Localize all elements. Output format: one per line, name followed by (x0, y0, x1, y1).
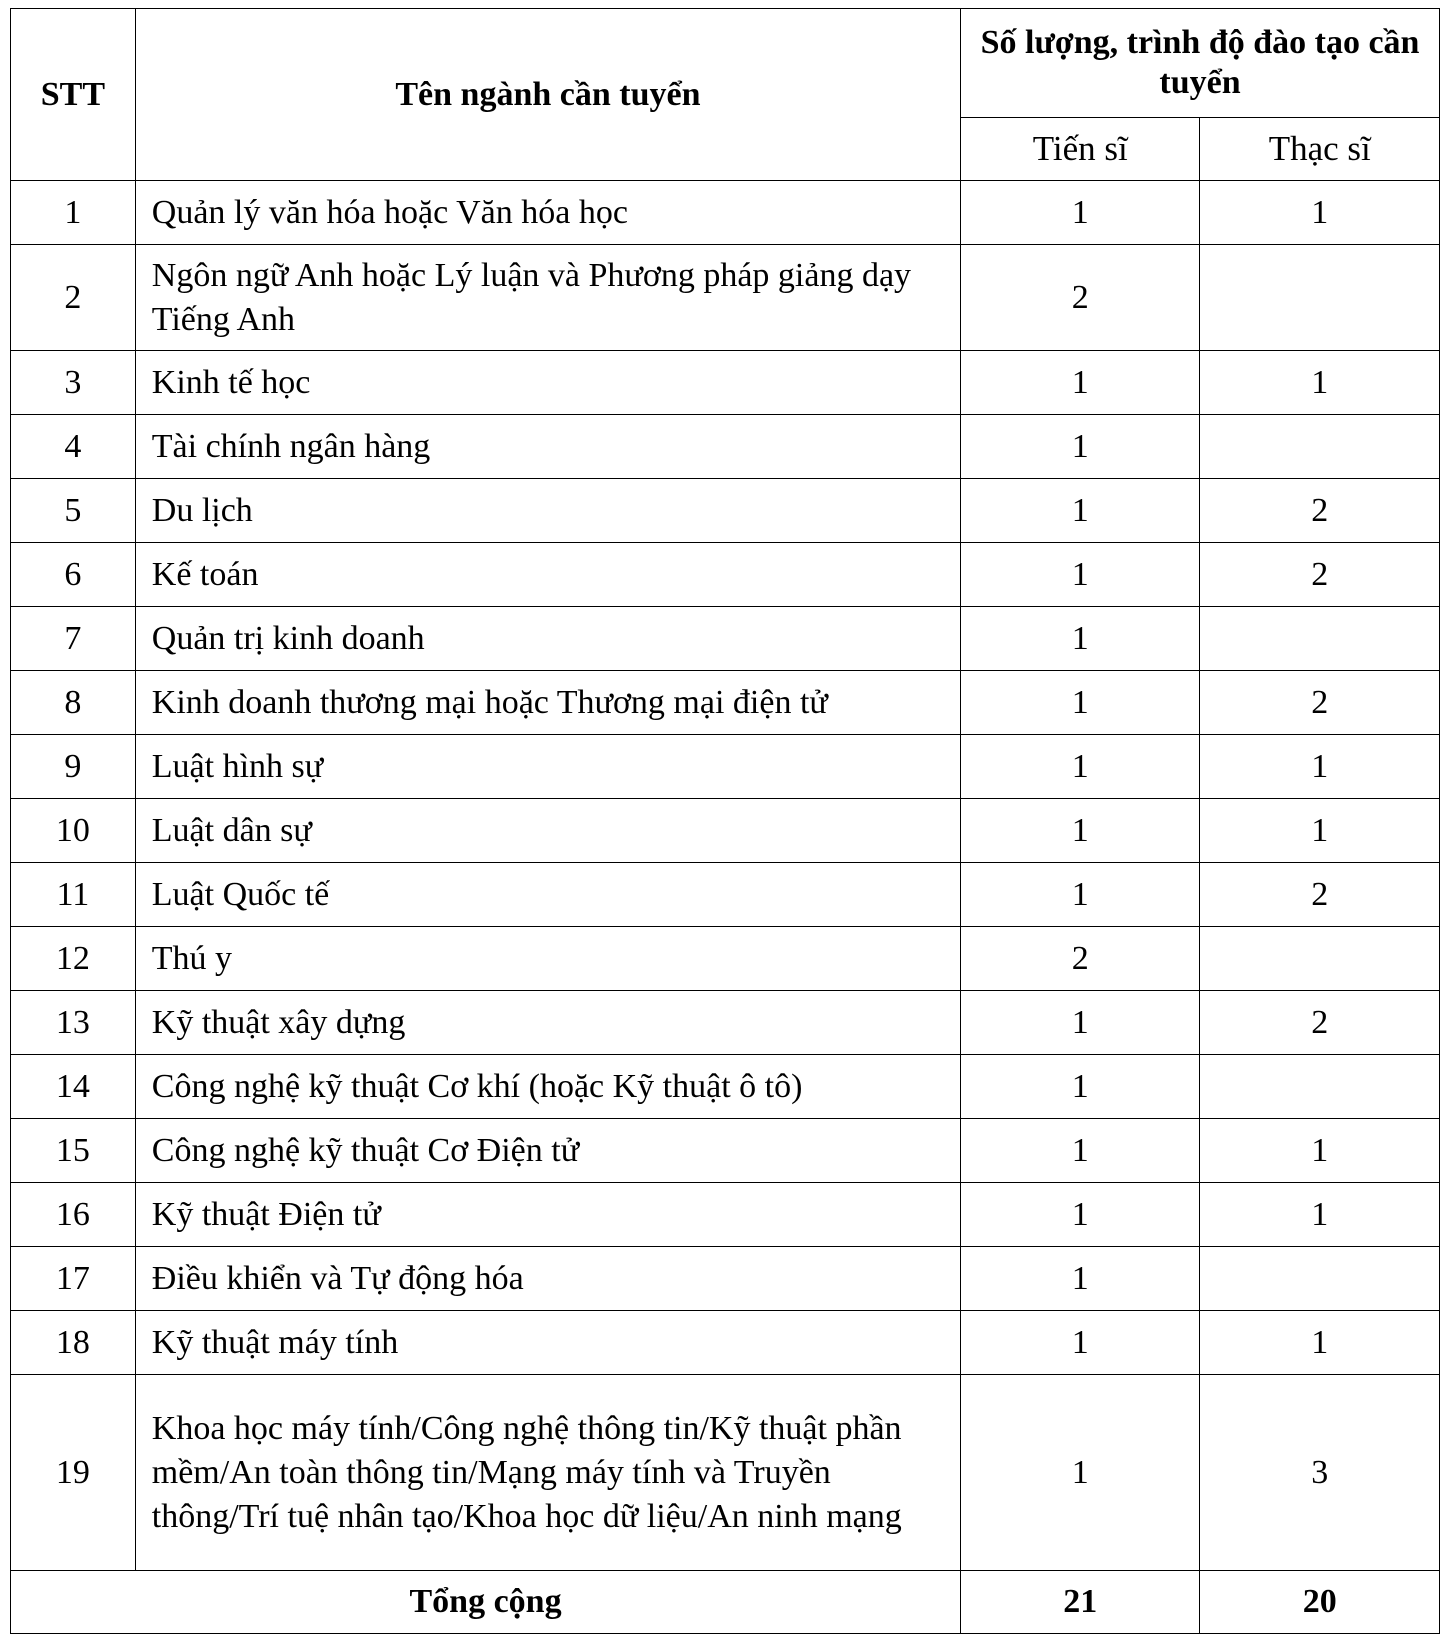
row-stt: 8 (11, 671, 136, 735)
row-phd-count: 1 (961, 1375, 1200, 1571)
row-phd-count: 1 (961, 991, 1200, 1055)
row-stt: 19 (11, 1375, 136, 1571)
row-stt: 16 (11, 1183, 136, 1247)
table-row (11, 863, 1440, 927)
row-master-count (1200, 1055, 1440, 1119)
table-row (11, 991, 1440, 1055)
table-row (11, 1375, 1440, 1571)
row-major-name: Kế toán (135, 543, 960, 607)
row-major-name: Điều khiển và Tự động hóa (135, 1247, 960, 1311)
row-master-count: 1 (1200, 181, 1440, 245)
table-row (11, 1311, 1440, 1375)
table-row (11, 607, 1440, 671)
row-phd-count: 1 (961, 1247, 1200, 1311)
row-major-name: Kỹ thuật máy tính (135, 1311, 960, 1375)
row-stt: 11 (11, 863, 136, 927)
row-phd-count: 1 (961, 479, 1200, 543)
row-master-count: 3 (1200, 1375, 1440, 1571)
master-header: Thạc sĩ (1200, 118, 1440, 181)
row-master-count: 2 (1200, 479, 1440, 543)
row-phd-count: 1 (961, 607, 1200, 671)
table-row (11, 735, 1440, 799)
row-master-count (1200, 1247, 1440, 1311)
row-master-count: 2 (1200, 543, 1440, 607)
row-major-name: Công nghệ kỹ thuật Cơ khí (hoặc Kỹ thuật ô tô) (135, 1055, 960, 1119)
row-major-name: Công nghệ kỹ thuật Cơ Điện tử (135, 1119, 960, 1183)
row-master-count (1200, 607, 1440, 671)
row-master-count: 1 (1200, 735, 1440, 799)
row-master-count: 2 (1200, 991, 1440, 1055)
row-stt: 1 (11, 181, 136, 245)
row-phd-count: 1 (961, 671, 1200, 735)
row-stt: 6 (11, 543, 136, 607)
table-row (11, 1183, 1440, 1247)
table-row (11, 1055, 1440, 1119)
row-master-count: 1 (1200, 1119, 1440, 1183)
row-stt: 18 (11, 1311, 136, 1375)
row-stt: 15 (11, 1119, 136, 1183)
row-stt: 17 (11, 1247, 136, 1311)
row-master-count (1200, 245, 1440, 351)
row-stt: 12 (11, 927, 136, 991)
quantity-group-header: Số lượng, trình độ đào tạo cần tuyển (961, 9, 1440, 118)
row-stt: 7 (11, 607, 136, 671)
stt-header: STT (11, 9, 136, 181)
total-phd-count: 21 (961, 1571, 1200, 1634)
row-stt: 9 (11, 735, 136, 799)
row-major-name: Quản trị kinh doanh (135, 607, 960, 671)
table-row (11, 799, 1440, 863)
row-phd-count: 1 (961, 863, 1200, 927)
row-phd-count: 1 (961, 351, 1200, 415)
row-phd-count: 2 (961, 245, 1200, 351)
row-stt: 14 (11, 1055, 136, 1119)
row-phd-count: 1 (961, 1055, 1200, 1119)
row-major-name: Thú y (135, 927, 960, 991)
row-major-name: Ngôn ngữ Anh hoặc Lý luận và Phương pháp giảng dạy Tiếng Anh (135, 245, 960, 351)
row-phd-count: 1 (961, 543, 1200, 607)
row-stt: 10 (11, 799, 136, 863)
recruitment-table-container (10, 8, 1440, 1634)
total-row (11, 1571, 1440, 1634)
row-major-name: Du lịch (135, 479, 960, 543)
row-master-count: 2 (1200, 671, 1440, 735)
row-phd-count: 1 (961, 735, 1200, 799)
table-row (11, 543, 1440, 607)
phd-header: Tiến sĩ (961, 118, 1200, 181)
row-master-count: 1 (1200, 1183, 1440, 1247)
table-row (11, 927, 1440, 991)
row-major-name: Kỹ thuật Điện tử (135, 1183, 960, 1247)
row-master-count (1200, 415, 1440, 479)
row-phd-count: 1 (961, 415, 1200, 479)
table-row (11, 415, 1440, 479)
row-stt: 3 (11, 351, 136, 415)
row-master-count: 2 (1200, 863, 1440, 927)
row-major-name: Tài chính ngân hàng (135, 415, 960, 479)
row-stt: 13 (11, 991, 136, 1055)
row-phd-count: 2 (961, 927, 1200, 991)
row-major-name: Luật hình sự (135, 735, 960, 799)
recruitment-table (10, 8, 1440, 1634)
row-stt: 2 (11, 245, 136, 351)
total-master-count: 20 (1200, 1571, 1440, 1634)
row-master-count: 1 (1200, 1311, 1440, 1375)
table-row (11, 1119, 1440, 1183)
row-major-name: Khoa học máy tính/Công nghệ thông tin/Kỹ thuật phần mềm/An toàn thông tin/Mạng máy tính và Truyền thông/Trí tuệ nhân tạo/Khoa học dữ liệu/An ninh mạng (135, 1375, 960, 1571)
row-phd-count: 1 (961, 181, 1200, 245)
row-major-name: Luật Quốc tế (135, 863, 960, 927)
total-label: Tổng cộng (11, 1571, 961, 1634)
row-master-count (1200, 927, 1440, 991)
row-phd-count: 1 (961, 799, 1200, 863)
row-major-name: Kỹ thuật xây dựng (135, 991, 960, 1055)
table-row (11, 245, 1440, 351)
row-master-count: 1 (1200, 799, 1440, 863)
row-stt: 4 (11, 415, 136, 479)
major-name-header: Tên ngành cần tuyển (135, 9, 960, 181)
row-major-name: Kinh tế học (135, 351, 960, 415)
row-master-count: 1 (1200, 351, 1440, 415)
table-row (11, 351, 1440, 415)
row-major-name: Quản lý văn hóa hoặc Văn hóa học (135, 181, 960, 245)
row-phd-count: 1 (961, 1119, 1200, 1183)
table-row (11, 181, 1440, 245)
row-major-name: Luật dân sự (135, 799, 960, 863)
row-phd-count: 1 (961, 1311, 1200, 1375)
table-row (11, 671, 1440, 735)
row-phd-count: 1 (961, 1183, 1200, 1247)
row-stt: 5 (11, 479, 136, 543)
table-row (11, 479, 1440, 543)
row-major-name: Kinh doanh thương mại hoặc Thương mại điện tử (135, 671, 960, 735)
table-row (11, 1247, 1440, 1311)
